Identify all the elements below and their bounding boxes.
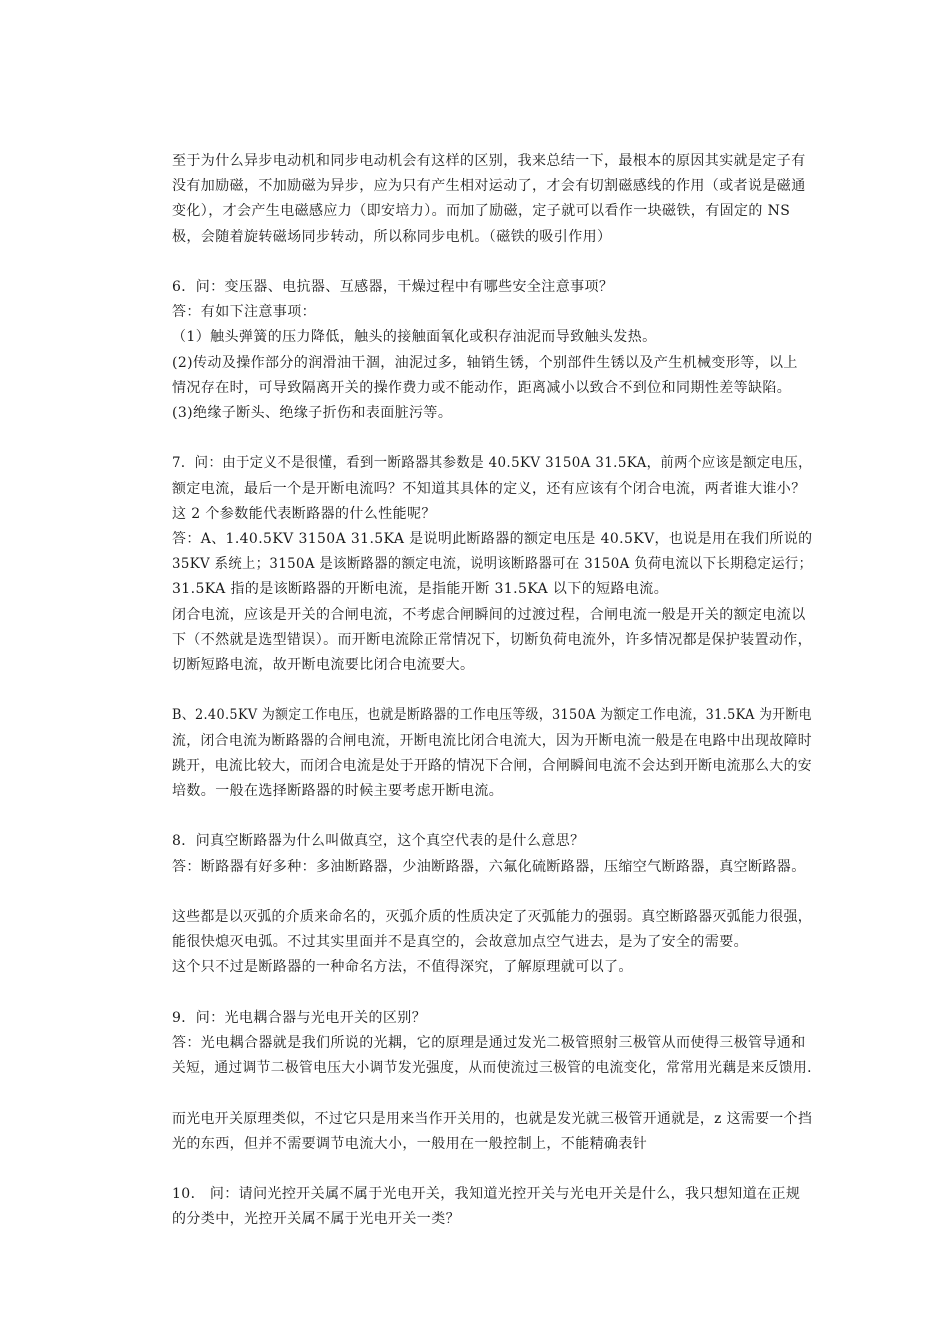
text-line: 这个只不过是断路器的一种命名方法，不值得深究，了解原理就可以了。: [172, 959, 633, 976]
paragraph-gap: [172, 426, 812, 451]
text-line: 9．问：光电耦合器与光电开关的区别？: [172, 1009, 427, 1026]
paragraph: [172, 829, 812, 879]
text-line: 光的东西，但并不需要调节电流大小，一般用在一般控制上，不能精确表针: [172, 1135, 648, 1152]
text-line: 闭合电流，应该是开关的合闸电流，不考虑合闸瞬间的过渡过程，合闸电流一般是开关的额定电流以: [172, 606, 806, 623]
text-line: 极，会随着旋转磁场同步转动，所以称同步电机。（磁铁的吸引作用）: [172, 228, 612, 245]
paragraph-gap: [172, 250, 812, 275]
text-line: 35KV 系统上；3150A 是该断路器的额定电流，说明该断路器可在 3150A 负荷电流以下长期稳定运行；: [172, 556, 813, 573]
text-line: 8．问真空断路器为什么叫做真空，这个真空代表的是什么意思？: [172, 833, 585, 850]
text-line: 答：断路器有好多种：多油断路器，少油断路器，六氟化硫断路器，压缩空气断路器，真空断路器。: [172, 858, 806, 875]
text-line: (2)传动及操作部分的润滑油干涸，油泥过多，轴销生锈，个别部件生锈以及产生机械变形等，以上: [172, 354, 798, 371]
text-line: 6．问：变压器、电抗器、互感器，干燥过程中有哪些安全注意事项？: [172, 279, 614, 295]
paragraph-gap: [172, 981, 812, 1006]
text-line: 答：A、1.40.5KV 3150A 31.5KA 是说明此断路器的额定电压是 40.5KV，也说是用在我们所说的: [172, 531, 813, 548]
paragraph: [172, 275, 812, 426]
text-line: （1）触头弹簧的压力降低，触头的接触面氧化或积存油泥而导致触头发热。: [172, 329, 657, 346]
text-line: 额定电流，最后一个是开断电流吗？不知道其具体的定义，还有应该有个闭合电流，两者谁大谁小？: [172, 480, 806, 497]
text-line: B、2.40.5KV 为额定工作电压，也就是断路器的工作电压等级，3150A 为额定工作电流，31.5KA 为开断电: [172, 707, 812, 724]
paragraph-gap: [172, 1081, 812, 1106]
text-line: 而光电开关原理类似，不过它只是用来当作开关用的，也就是发光就三极管开通就是，z 这需要一个挡: [172, 1110, 813, 1127]
paragraph: [172, 703, 812, 804]
text-line: 答：有如下注意事项：: [172, 304, 316, 321]
paragraph: [172, 1182, 812, 1232]
text-line: 跳开，电流比较大，而闭合电流是处于开路的情况下合闸，合闸瞬间电流不会达到开断电流那么大的安: [172, 757, 813, 774]
text-line: 情况存在时，可导致隔离开关的操作费力或不能动作，距离减小以致合不到位和同期性差等缺陷。: [172, 379, 792, 396]
text-line: 7．问：由于定义不是很懂，看到一断路器其参数是 40.5KV 3150A 31.5KA，前两个应该是额定电压，: [172, 455, 812, 472]
text-line: 变化），才会产生电磁感应力（即安培力）。而加了励磁，定子就可以看作一块磁铁，有固定的 NS: [172, 203, 791, 220]
text-line: 这 2 个参数能代表断路器的什么性能呢？: [172, 505, 436, 522]
text-line: 流，闭合电流为断路器的合闸电流，开断电流比闭合电流大，因为开断电流一般是在电路中出现故障时: [172, 732, 813, 749]
paragraph: [172, 149, 812, 250]
paragraph-gap: [172, 804, 812, 829]
paragraph-gap: [172, 678, 812, 703]
text-line: 10． 问：请问光控开关属不属于光电开关，我知道光控开关与光电开关是什么，我只想知道在正规: [172, 1186, 801, 1203]
paragraph: [172, 1006, 812, 1082]
document-body: [172, 149, 812, 1233]
text-line: 的分类中，光控开关属不属于光电开关一类？: [172, 1211, 460, 1228]
text-line: 至于为什么异步电动机和同步电动机会有这样的区别，我来总结一下，最根本的原因其实就是定子有: [172, 153, 806, 169]
paragraph-gap: [172, 880, 812, 905]
paragraph: [172, 905, 812, 981]
paragraph: [172, 451, 812, 678]
text-line: 31.5KA 指的是该断路器的开断电流，是指能开断 31.5KA 以下的短路电流。: [172, 581, 669, 598]
text-line: 答：光电耦合器就是我们所说的光耦，它的原理是通过发光二极管照射三极管从而使得三极管导通和: [172, 1035, 806, 1052]
paragraph-gap: [172, 1157, 812, 1182]
text-line: 下（不然就是选型错误）。而开断电流除正常情况下，切断负荷电流外，许多情况都是保护装置动作，: [172, 631, 812, 648]
text-line: 关短，通过调节二极管电压大小调节发光强度，从而使流过三极管的电流变化，常常用光藕是来反馈用.: [172, 1060, 812, 1077]
text-line: 这些都是以灭弧的介质来命名的，灭弧介质的性质决定了灭弧能力的强弱。真空断路器灭弧能力很强，: [172, 909, 813, 926]
text-line: 培数。一般在选择断路器的时候主要考虑开断电流。: [172, 783, 504, 800]
paragraph: [172, 1107, 812, 1157]
text-line: 能很快熄灭电弧。不过其实里面并不是真空的，会故意加点空气进去，是为了安全的需要。: [172, 934, 748, 951]
text-line: 没有加励磁，不加励磁为异步，应为只有产生相对运动了，才会有切割磁感线的作用（或者说是磁通: [172, 178, 806, 195]
text-line: 切断短路电流，故开断电流要比闭合电流要大。: [172, 657, 475, 674]
text-line: (3)绝缘子断头、绝缘子折伤和表面脏污等。: [172, 405, 453, 422]
